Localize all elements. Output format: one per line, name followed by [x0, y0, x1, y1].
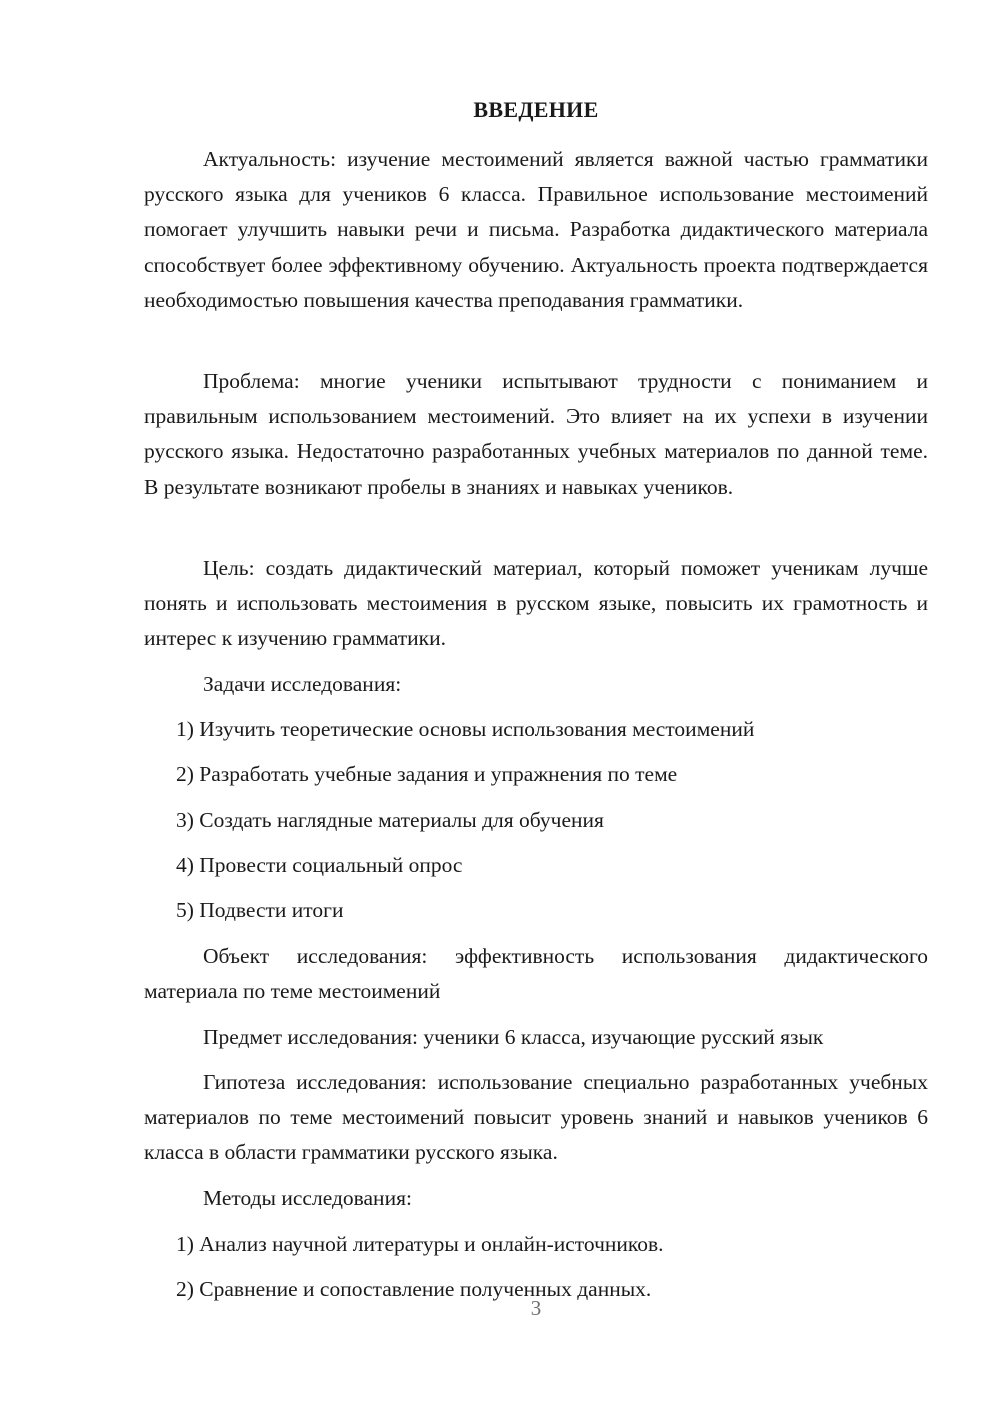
- subject-line: Предмет исследования: ученики 6 класса, изучающие русский язык: [203, 1025, 824, 1049]
- goal-paragraph: Цель: создать дидактический материал, который поможет ученикам лучше понять и использовать местоимения в русском языке, повысить их грамотность и интерес к изучению грамматики.: [144, 556, 928, 651]
- task-item-4: 4) Провести социальный опрос: [176, 853, 463, 877]
- tasks-heading: Задачи исследования:: [203, 672, 402, 696]
- task-item-2: 2) Разработать учебные задания и упражнения по теме: [176, 762, 678, 786]
- problem-paragraph: Проблема: многие ученики испытывают трудности с пониманием и правильным использованием местоимений. Это влияет на их успехи в изучении русского языка. Недостаточно разработанных учебных материалов по данной теме. В результате возникают пробелы в знаниях и навыках учеников.: [144, 369, 928, 499]
- task-item-1: 1) Изучить теоретические основы использования местоимений: [176, 717, 755, 741]
- object-paragraph: Объект исследования: эффективность использования дидактического материала по теме местоимений: [144, 944, 928, 1004]
- relevance-paragraph: Актуальность: изучение местоимений является важной частью грамматики русского языка для учеников 6 класса. Правильное использование местоимений помогает улучшить навыки речи и письма. Разработка дидактического материала способствует более эффективному обучению. Актуальность проекта подтверждается необходимостью повышения качества преподавания грамматики.: [144, 147, 928, 312]
- method-item-2: 2) Сравнение и сопоставление полученных данных.: [176, 1277, 652, 1301]
- task-item-3: 3) Создать наглядные материалы для обучения: [176, 808, 604, 832]
- page-title: ВВЕДЕНИЕ: [473, 97, 599, 122]
- hypothesis-paragraph: Гипотеза исследования: использование специально разработанных учебных материалов по теме местоимений повысит уровень знаний и навыков учеников 6 класса в области грамматики русского языка.: [144, 1070, 928, 1165]
- method-item-1: 1) Анализ научной литературы и онлайн-источников.: [176, 1232, 664, 1256]
- task-item-5: 5) Подвести итоги: [176, 898, 344, 922]
- methods-heading: Методы исследования:: [203, 1186, 412, 1210]
- page-number: 3: [530, 1296, 542, 1320]
